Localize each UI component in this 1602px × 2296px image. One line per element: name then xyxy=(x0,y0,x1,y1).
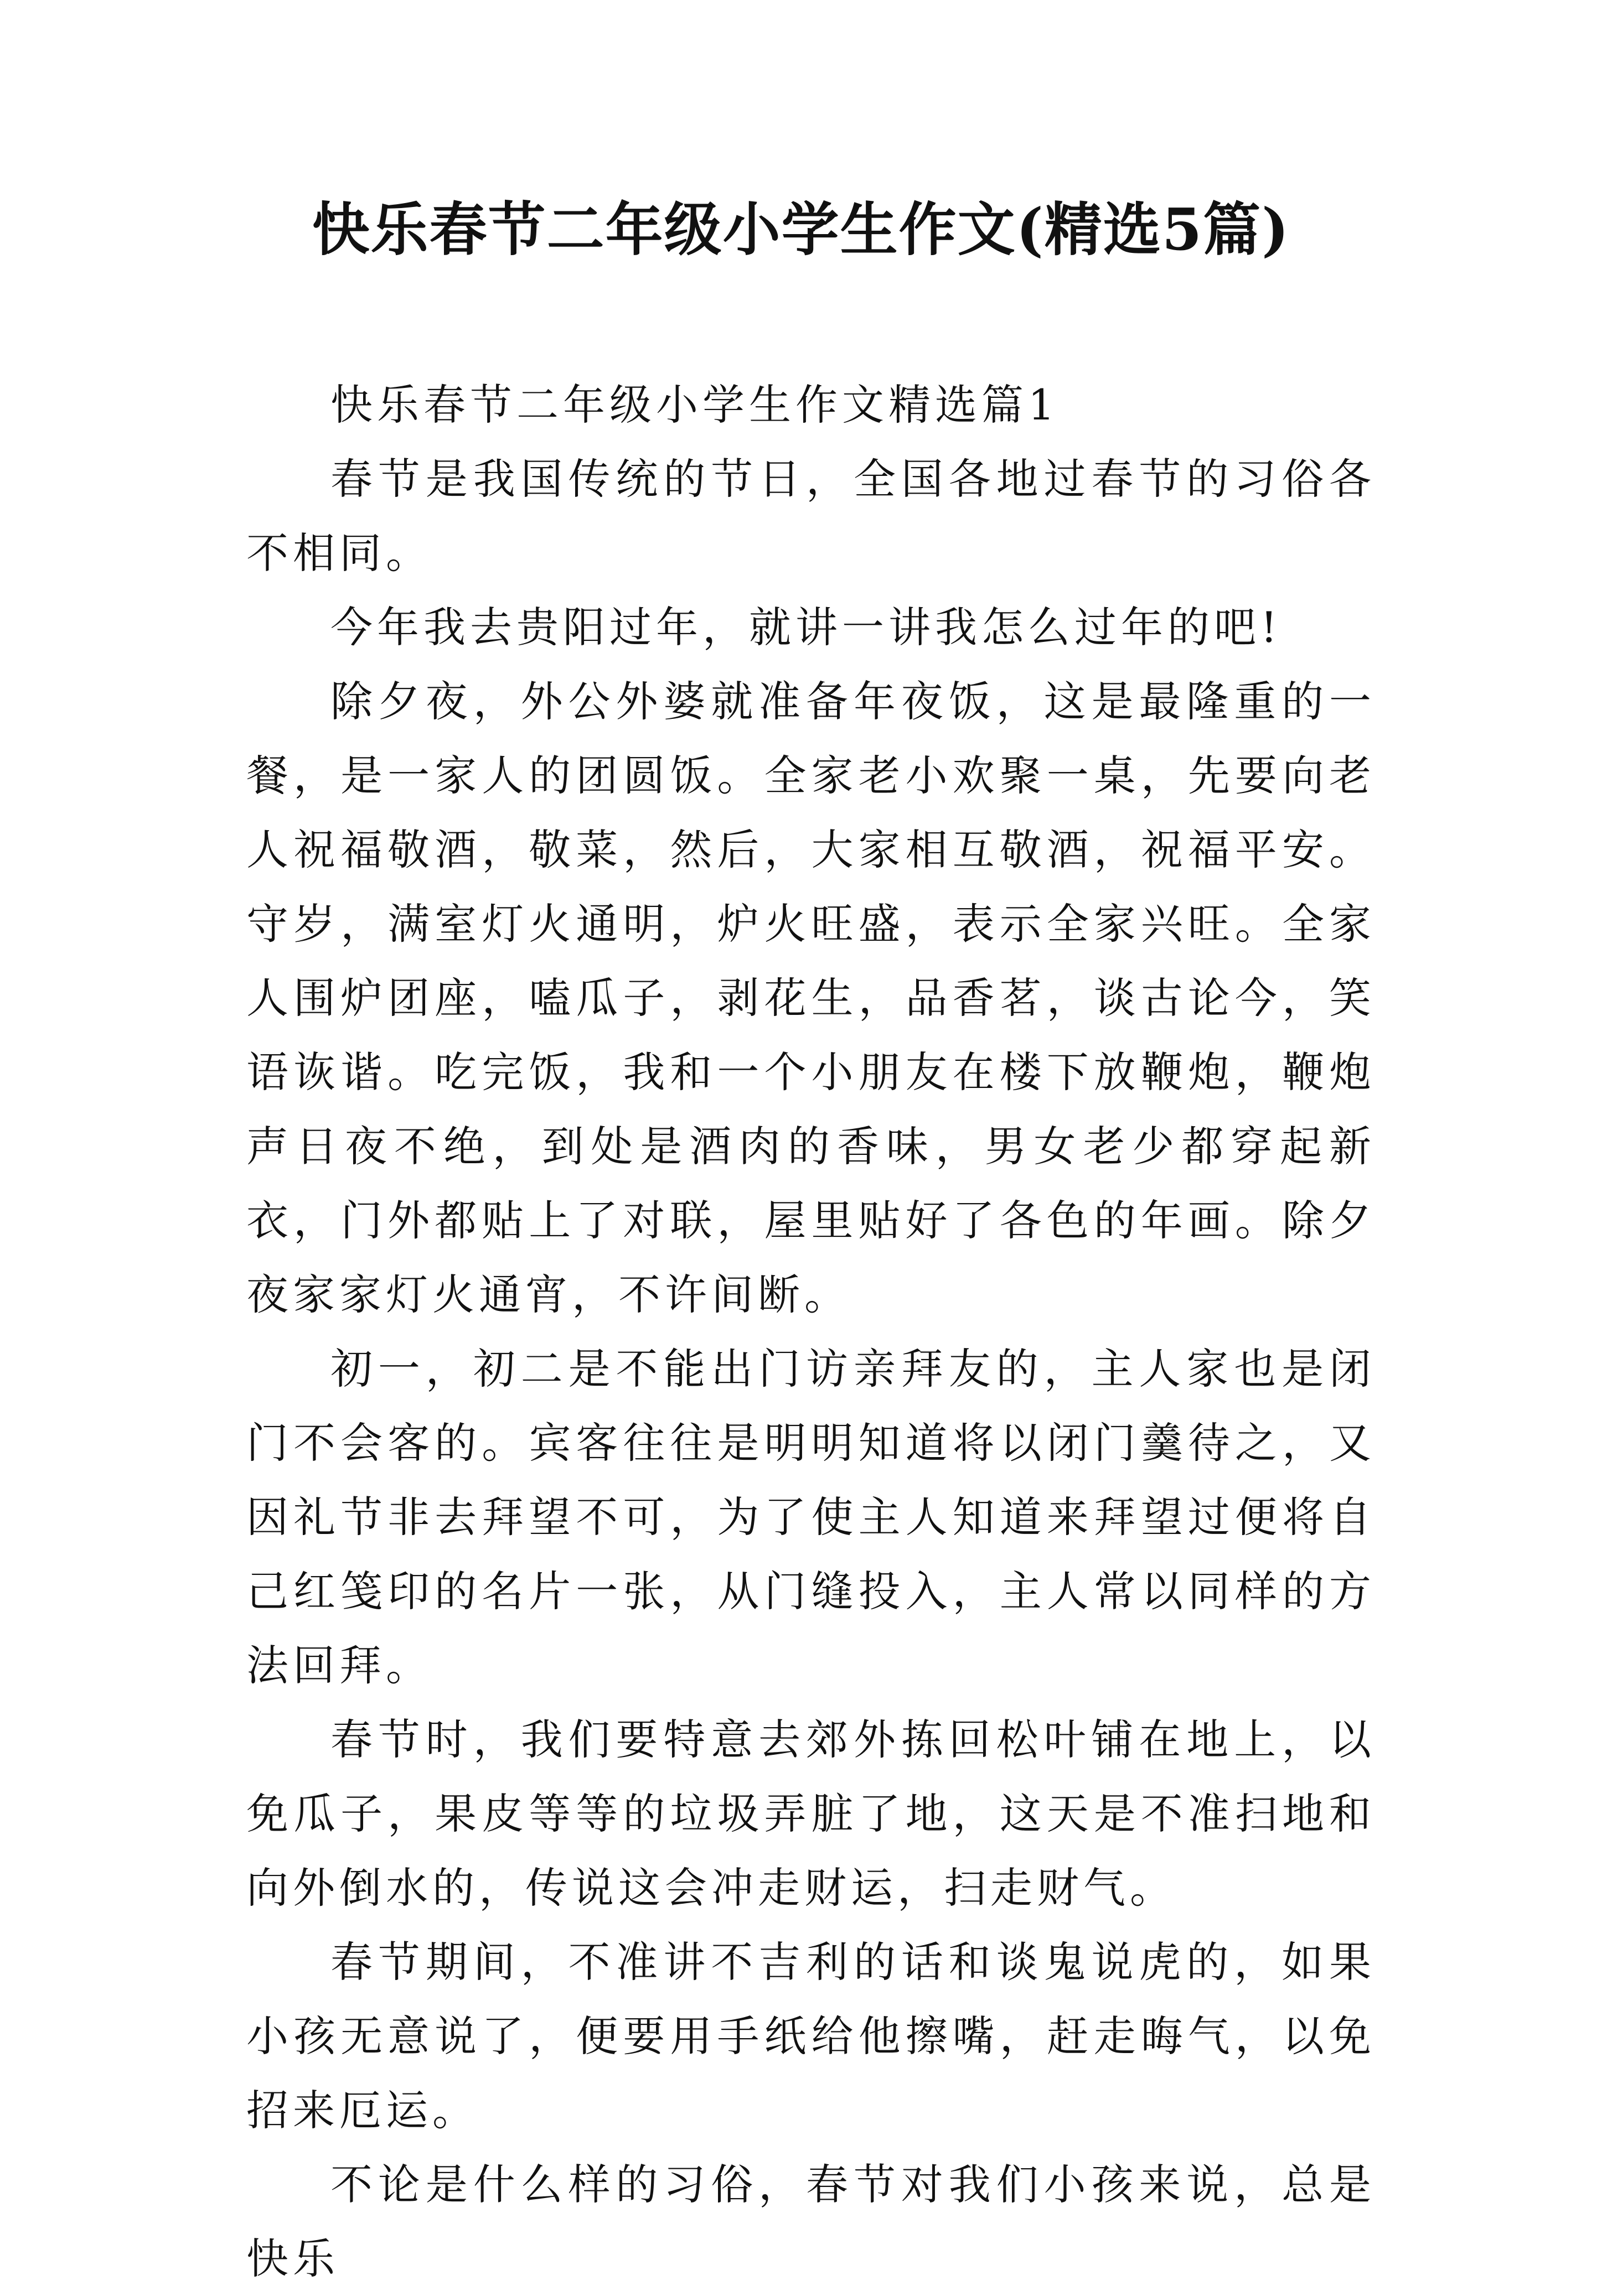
paragraph: 春节时，我们要特意去郊外拣回松叶铺在地上，以免瓜子，果皮等等的垃圾弄脏了地，这天是不准扫地和向外倒水的，传说这会冲走财运，扫走财气。 xyxy=(246,1715,1376,1913)
paragraph: 今年我去贵阳过年，就讲一讲我怎么过年的吧! xyxy=(330,603,1282,652)
paragraph: 除夕夜，外公外婆就准备年夜饭，这是最隆重的一餐，是一家人的团圆饭。全家老小欢聚一桌，先要向老人祝福敬酒，敬菜，然后，大家相互敬酒，祝福平安。守岁，满室灯火通明，炉火旺盛，表示全家兴旺。全家人围炉团座，嗑瓜子，剥花生，品香茗，谈古论今，笑语诙谐。吃完饭，我和一个小朋友在楼下放鞭炮，鞭炮声日夜不绝，到处是酒肉的香味，男女老少都穿起新衣，门外都贴上了对联，屋里贴好了各色的年画。除夕夜家家灯火通宵，不许间断。 xyxy=(246,677,1376,1319)
document-body xyxy=(246,368,1376,2296)
paragraph: 初一，初二是不能出门访亲拜友的，主人家也是闭门不会客的。宾客往往是明明知道将以闭门羹待之，又因礼节非去拜望不可，为了使主人知道来拜望过便将自己红笺印的名片一张，从门缝投入，主人常以同样的方法回拜。 xyxy=(246,1344,1376,1690)
paragraph: 春节期间，不准讲不吉利的话和谈鬼说虎的，如果小孩无意说了，便要用手纸给他擦嘴，赶走晦气，以免招来厄运。 xyxy=(246,1937,1376,2135)
paragraph: 春节是我国传统的节日，全国各地过春节的习俗各不相同。 xyxy=(246,454,1376,578)
document-title: 快乐春节二年级小学生作文(精选5篇) xyxy=(312,195,1290,263)
paragraph: 不论是什么样的习俗，春节对我们小孩来说，总是快乐 xyxy=(246,2160,1376,2283)
essay-heading: 快乐春节二年级小学生作文精选篇1 xyxy=(330,380,1060,429)
